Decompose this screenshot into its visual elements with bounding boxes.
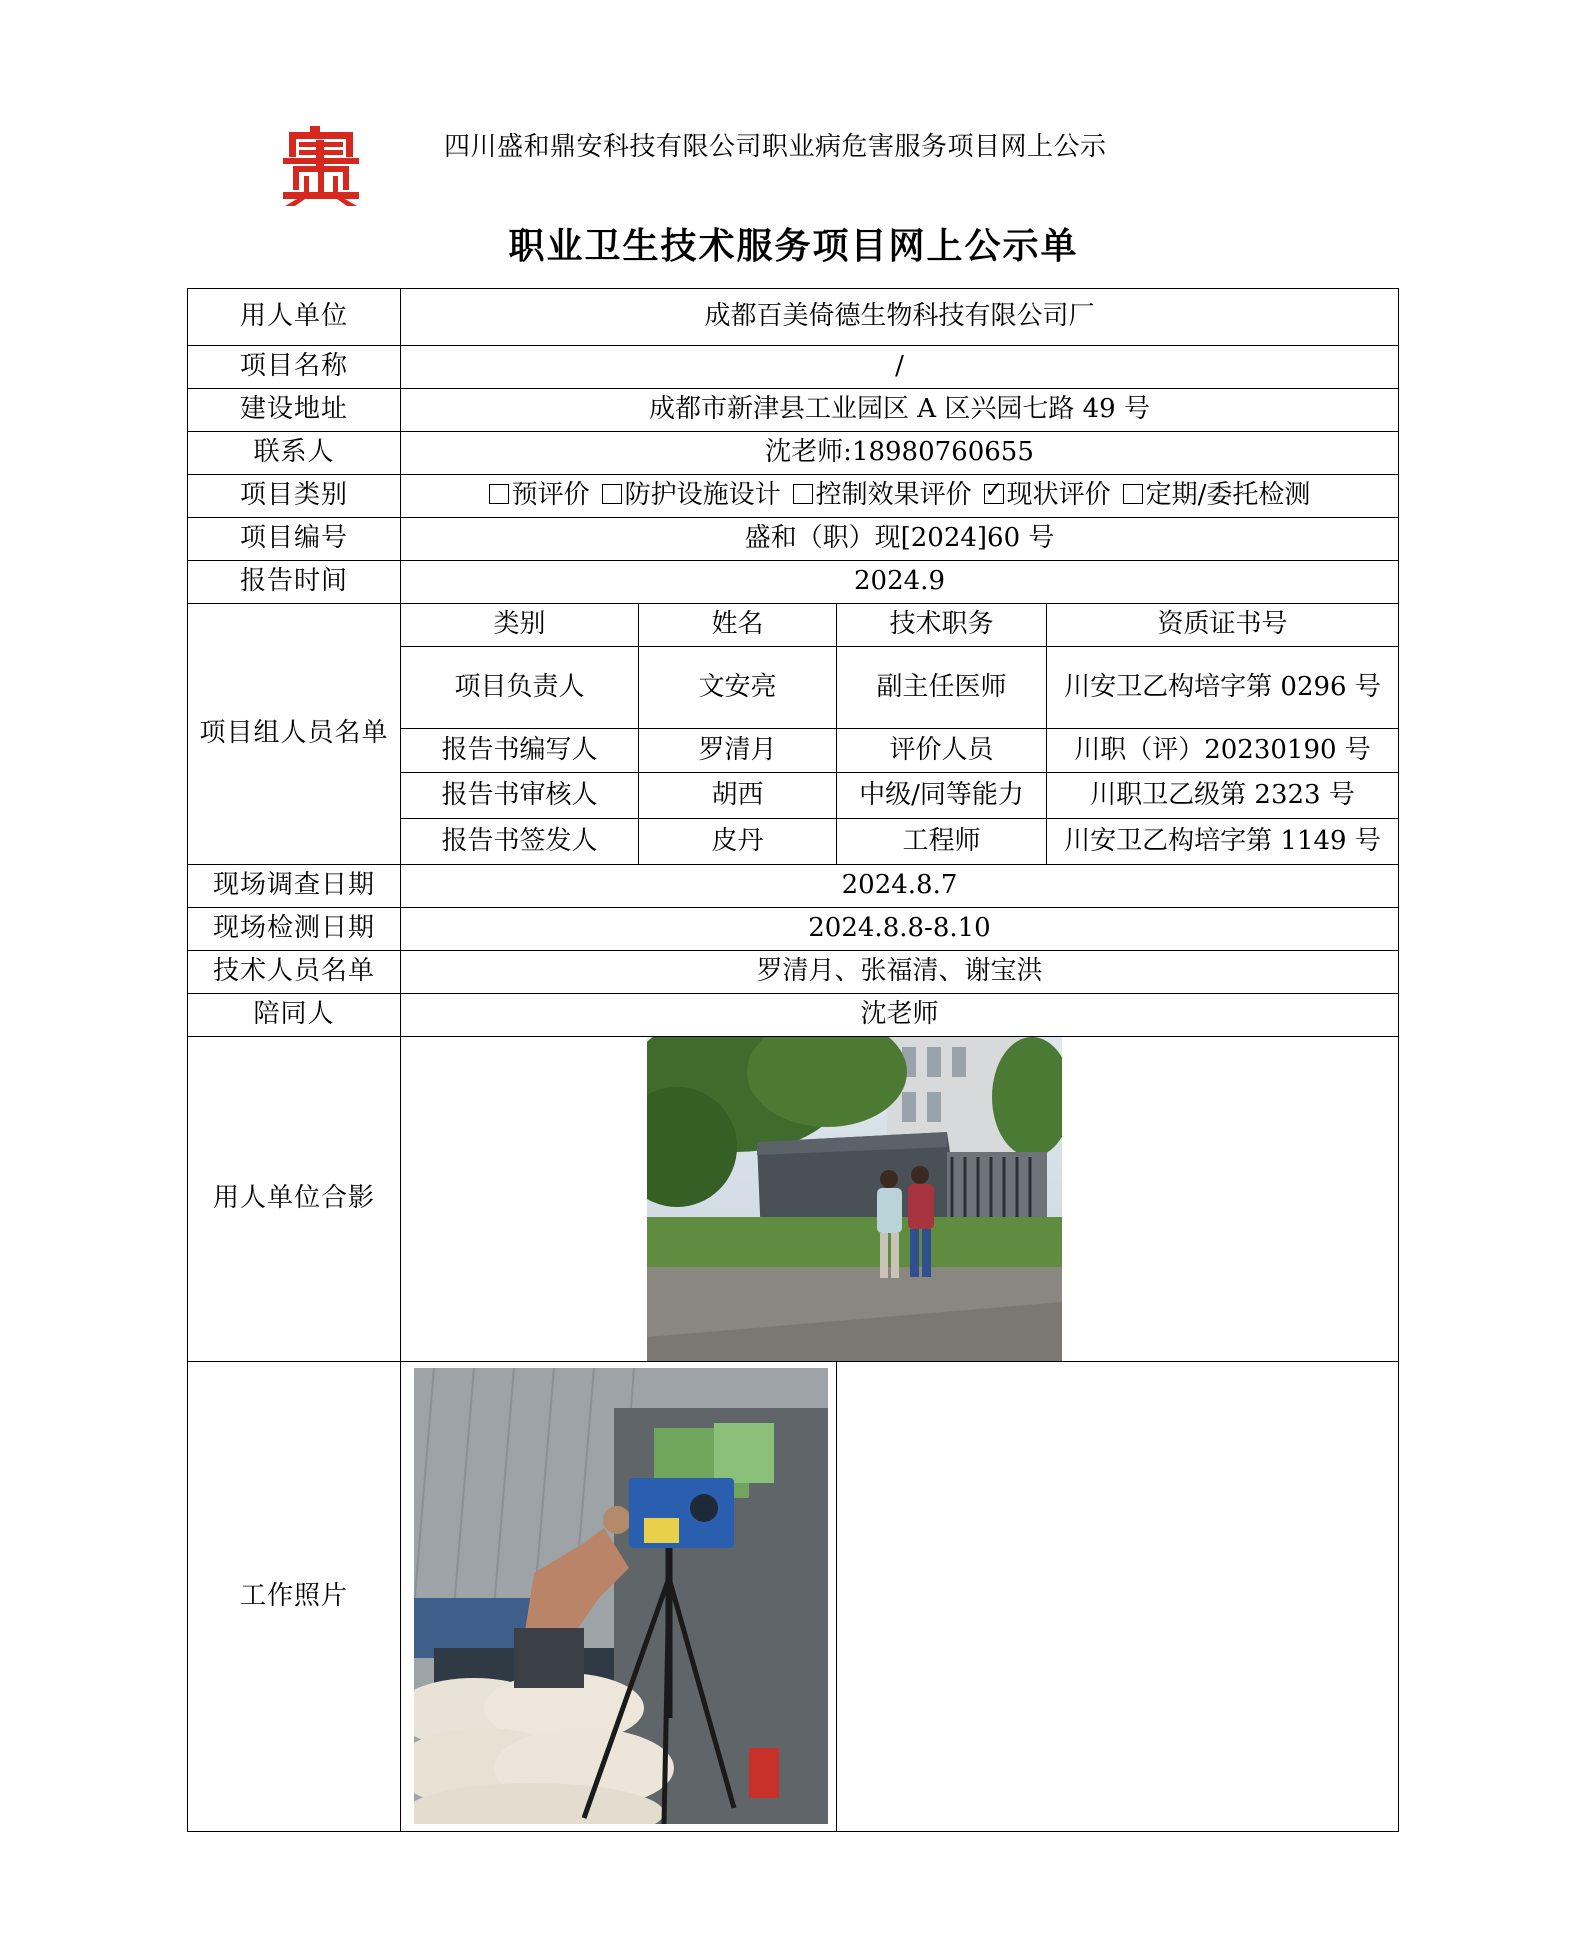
value-report-time: 2024.9: [401, 561, 1399, 604]
row-employer: [188, 289, 1399, 346]
org-title: 四川盛和鼎安科技有限公司职业病危害服务项目网上公示: [444, 132, 1107, 162]
label-companion: 陪同人: [188, 994, 401, 1037]
value-test-date: 2024.8.8-8.10: [401, 908, 1399, 951]
company-logo-icon: [283, 126, 359, 206]
work-photo-empty-cell: [837, 1362, 1399, 1832]
label-address: 建设地址: [188, 389, 401, 432]
team-role: 项目负责人: [401, 647, 639, 729]
checkbox-checked-icon[interactable]: [984, 484, 1004, 504]
label-test-date: 现场检测日期: [188, 908, 401, 951]
label-group-photo: 用人单位合影: [188, 1037, 401, 1362]
work-photo-cell: [401, 1362, 837, 1832]
option-protection-design[interactable]: 防护设施设计: [602, 480, 781, 511]
option-pre-evaluation[interactable]: 预评价: [489, 480, 590, 511]
label-project-no: 项目编号: [188, 518, 401, 561]
row-group-photo: [188, 1037, 1399, 1362]
label-employer: 用人单位: [188, 289, 401, 346]
row-test-date: [188, 908, 1399, 951]
team-name: 罗清月: [639, 729, 837, 773]
team-header-role: 类别: [401, 604, 639, 647]
team-header-cert: 资质证书号: [1047, 604, 1399, 647]
team-header-title: 技术职务: [837, 604, 1047, 647]
team-role: 报告书审核人: [401, 773, 639, 819]
checkbox-unchecked-icon[interactable]: [1123, 484, 1143, 504]
row-work-photo: [188, 1362, 1399, 1832]
checkbox-unchecked-icon[interactable]: [793, 484, 813, 504]
row-project-name: [188, 346, 1399, 389]
label-team: 项目组人员名单: [188, 604, 401, 865]
value-technicians: 罗清月、张福清、谢宝洪: [401, 951, 1399, 994]
value-project-no: 盛和（职）现[2024]60 号: [401, 518, 1399, 561]
team-title: 工程师: [837, 819, 1047, 865]
label-contact: 联系人: [188, 432, 401, 475]
row-contact: [188, 432, 1399, 475]
label-survey-date: 现场调查日期: [188, 865, 401, 908]
row-report-time: [188, 561, 1399, 604]
row-address: [188, 389, 1399, 432]
row-survey-date: [188, 865, 1399, 908]
group-photo-image: [647, 1037, 1062, 1362]
label-technicians: 技术人员名单: [188, 951, 401, 994]
team-cert: 川职（评）20230190 号: [1047, 729, 1399, 773]
checkbox-unchecked-icon[interactable]: [602, 484, 622, 504]
option-status-evaluation[interactable]: ✓ 现状评价: [984, 480, 1111, 511]
value-companion: 沈老师: [401, 994, 1399, 1037]
team-role: 报告书签发人: [401, 819, 639, 865]
team-cert: 川安卫乙构培字第 0296 号: [1047, 647, 1399, 729]
team-header-row: [188, 604, 1399, 647]
row-companion: [188, 994, 1399, 1037]
team-cert: 川安卫乙构培字第 1149 号: [1047, 819, 1399, 865]
team-role: 报告书编写人: [401, 729, 639, 773]
team-title: 副主任医师: [837, 647, 1047, 729]
team-header-name: 姓名: [639, 604, 837, 647]
label-report-time: 报告时间: [188, 561, 401, 604]
group-photo-cell: [401, 1037, 1399, 1362]
work-photo-image: [414, 1368, 828, 1824]
team-title: 中级/同等能力: [837, 773, 1047, 819]
category-options: [401, 475, 1399, 518]
row-technicians: [188, 951, 1399, 994]
value-address: 成都市新津县工业园区 A 区兴园七路 49 号: [401, 389, 1399, 432]
team-name: 皮丹: [639, 819, 837, 865]
notice-form-table: [187, 288, 1399, 1832]
value-contact: 沈老师:18980760655: [401, 432, 1399, 475]
value-survey-date: 2024.8.7: [401, 865, 1399, 908]
team-cert: 川职卫乙级第 2323 号: [1047, 773, 1399, 819]
label-work-photo: 工作照片: [188, 1362, 401, 1832]
checkbox-unchecked-icon[interactable]: [489, 484, 509, 504]
team-name: 文安亮: [639, 647, 837, 729]
label-project-name: 项目名称: [188, 346, 401, 389]
row-project-no: [188, 518, 1399, 561]
option-periodic-testing[interactable]: 定期/委托检测: [1123, 480, 1311, 511]
label-category: 项目类别: [188, 475, 401, 518]
option-control-effect-evaluation[interactable]: 控制效果评价: [793, 480, 972, 511]
team-name: 胡西: [639, 773, 837, 819]
value-project-name: /: [401, 346, 1399, 389]
team-title: 评价人员: [837, 729, 1047, 773]
value-employer: 成都百美倚德生物科技有限公司厂: [401, 289, 1399, 346]
document-title: 职业卫生技术服务项目网上公示单: [508, 225, 1079, 267]
row-category: [188, 475, 1399, 518]
